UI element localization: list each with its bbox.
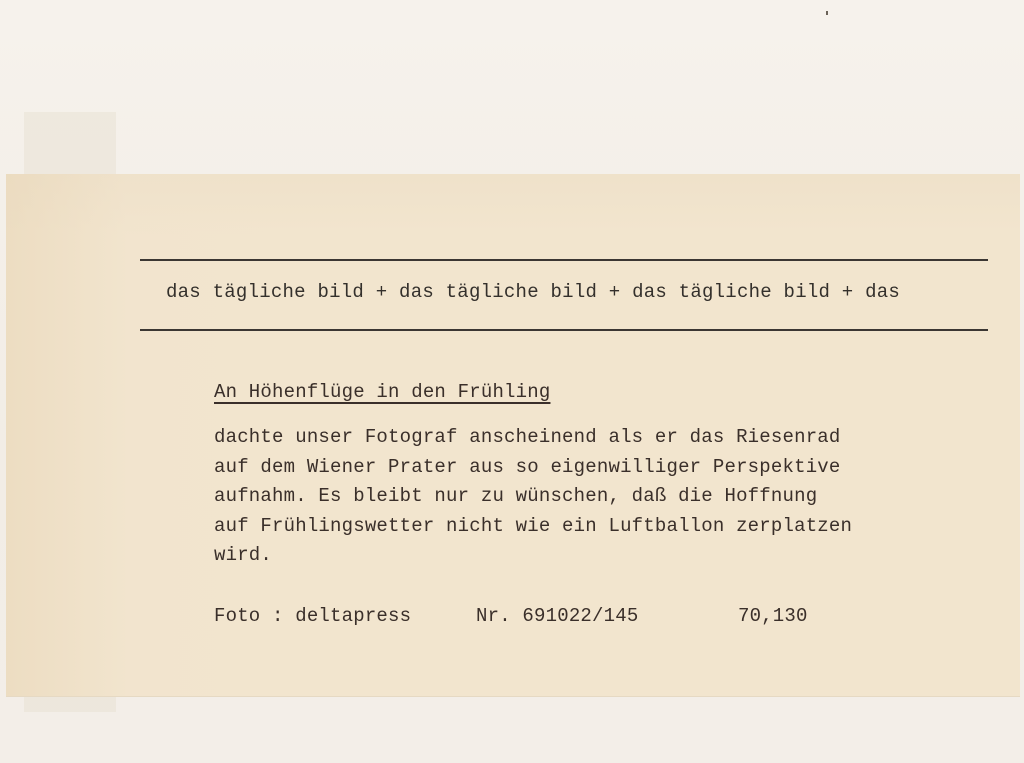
caption-line: aufnahm. Es bleibt nur zu wünschen, daß die Hoffnung [214, 485, 818, 507]
caption-line: auf dem Wiener Prater aus so eigenwilliger Perspektive [214, 455, 841, 478]
caption-line: auf Frühlingswetter nicht wie ein Luftballon zerplatzen [214, 514, 853, 537]
photo-code: 70,130 [738, 605, 808, 627]
banner-text: das tägliche bild + das tägliche bild + das tägliche bild + das [166, 281, 901, 303]
top-rule [140, 259, 988, 261]
photo-credit: Foto : deltapress [214, 605, 412, 627]
caption-line: dachte unser Fotograf anscheinend als er das Riesenrad [214, 426, 841, 448]
photo-number: Nr. 691022/145 [476, 605, 639, 627]
caption-body [214, 423, 852, 571]
bottom-rule [140, 329, 988, 331]
pencil-mark [826, 11, 828, 15]
caption-line: wird. [214, 544, 273, 566]
caption-headline: An Höhenflüge in den Frühling [214, 381, 551, 403]
